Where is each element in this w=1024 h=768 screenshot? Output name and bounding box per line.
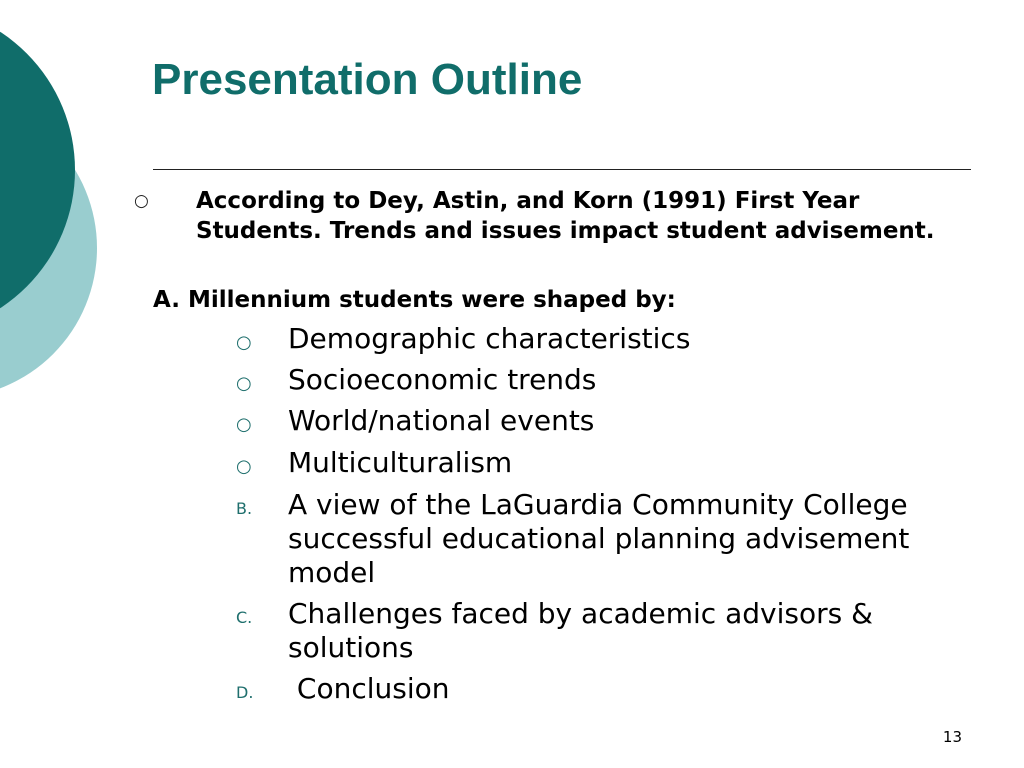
page-number: 13 — [942, 728, 962, 746]
list-item-text: Demographic characteristics — [288, 322, 691, 355]
list-item-marker: C. — [236, 608, 253, 627]
hollow-circle-icon: ○ — [236, 332, 252, 353]
hollow-circle-icon: ○ — [236, 456, 252, 477]
subheading: A. Millennium students were shaped by: — [153, 287, 676, 313]
list-item-text: Socioeconomic trends — [288, 363, 597, 396]
list-item-text: Conclusion — [288, 672, 450, 705]
slide-title: Presentation Outline — [152, 55, 583, 104]
hollow-circle-icon: ○ — [236, 414, 252, 435]
list-item-text: World/national events — [288, 404, 595, 437]
list-item-marker: B. — [236, 499, 253, 518]
list-item-marker: D. — [236, 683, 254, 702]
hollow-circle-icon: ○ — [236, 373, 252, 394]
main-bullet-text: According to Dey, Astin, and Korn (1991) First Year Students. Trends and issues impact student advisement. — [196, 188, 935, 244]
title-divider — [153, 169, 971, 170]
list-item-text: Challenges faced by academic advisors & solutions — [288, 597, 873, 664]
list-item-text: Multiculturalism — [288, 446, 513, 479]
hollow-circle-icon: ○ — [134, 191, 149, 211]
list-item-text: A view of the LaGuardia Community College successful educational planning advisement model — [288, 488, 910, 589]
